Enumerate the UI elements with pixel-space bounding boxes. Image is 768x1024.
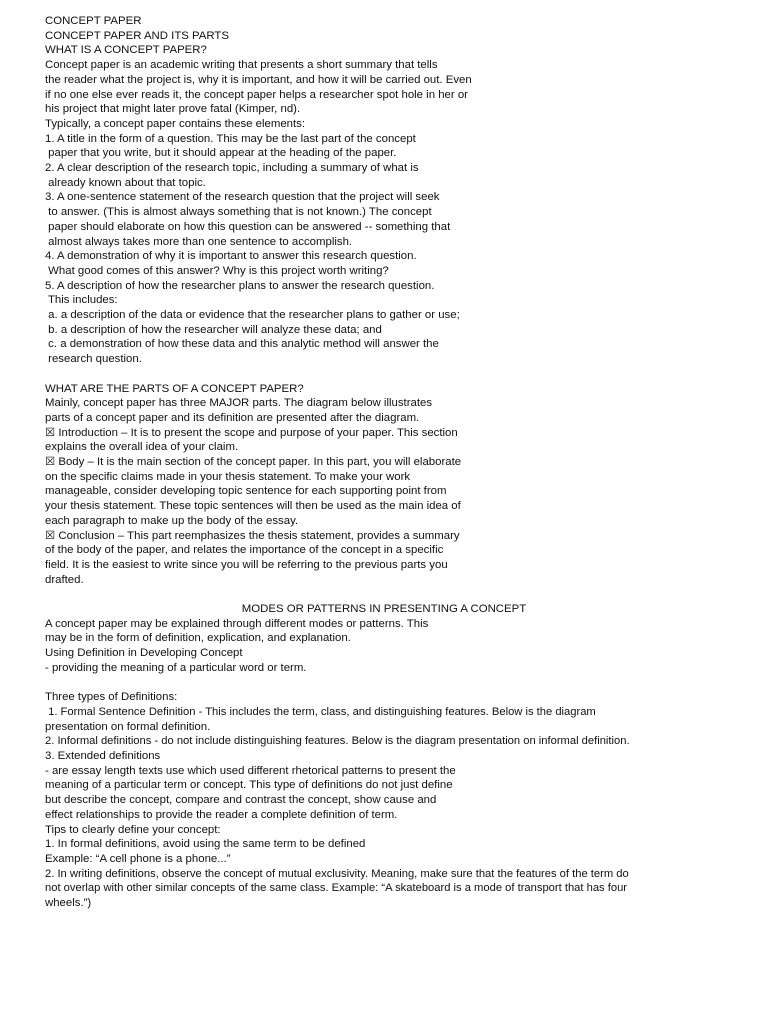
text-line: effect relationships to provide the reader a complete definition of term. <box>45 808 398 821</box>
text-line: ☒ Conclusion – This part reemphasizes the thesis statement, provides a summary <box>45 529 460 542</box>
text-line: b. a description of how the researcher will analyze these data; and <box>45 323 382 336</box>
text-line: CONCEPT PAPER AND ITS PARTS <box>45 29 229 42</box>
text-line: - are essay length texts use which used different rhetorical patterns to present the <box>45 764 456 777</box>
text-line: WHAT ARE THE PARTS OF A CONCEPT PAPER? <box>45 382 304 395</box>
text-line: meaning of a particular term or concept. This type of definitions do not just define <box>45 779 453 792</box>
text-line: Concept paper is an academic writing that presents a short summary that tells <box>45 59 438 72</box>
text-line: 4. A demonstration of why it is important to answer this research question. <box>45 250 417 263</box>
text-line: the reader what the project is, why it is important, and how it will be carried out. Even <box>45 73 472 86</box>
text-line: research question. <box>45 353 142 366</box>
text-line: Tips to clearly define your concept: <box>45 823 221 836</box>
text-line: explains the overall idea of your claim. <box>45 441 239 454</box>
text-line: parts of a concept paper and its definition are presented after the diagram. <box>45 411 420 424</box>
text-line: 2. In writing definitions, observe the concept of mutual exclusivity. Meaning, make sure that the features of the term do <box>45 867 629 880</box>
text-line: 1. In formal definitions, avoid using the same term to be defined <box>45 838 366 851</box>
text-line: to answer. (This is almost always something that is not known.) The concept <box>45 206 432 219</box>
text-line: if no one else ever reads it, the concept paper helps a researcher spot hole in her or <box>45 88 468 101</box>
text-line: Mainly, concept paper has three MAJOR parts. The diagram below illustrates <box>45 397 433 410</box>
text-line: Three types of Definitions: <box>45 691 178 704</box>
text-line: a. a description of the data or evidence that the researcher plans to gather or use; <box>45 309 460 321</box>
text-line: WHAT IS A CONCEPT PAPER? <box>45 44 207 57</box>
text-line: 2. Informal definitions - do not include distinguishing features. Below is the diagram presentation on informal definition. <box>45 735 630 748</box>
text-line: ☒ Introduction – It is to present the scope and purpose of your paper. This section <box>45 426 458 439</box>
text-line: paper should elaborate on how this question can be answered -- something that <box>45 220 451 233</box>
text-line: on the specific claims made in your thesis statement. To make your work <box>45 470 411 483</box>
text-line: 3. A one-sentence statement of the research question that the project will seek <box>45 191 440 204</box>
text-line: 5. A description of how the researcher plans to answer the research question. <box>45 279 435 292</box>
text-line: not overlap with other similar concepts of the same class. Example: “A skateboard is a mode of transport that has four <box>45 882 628 895</box>
text-line: CONCEPT PAPER <box>45 15 142 27</box>
text-line: This includes: <box>45 294 118 307</box>
text-line: What good comes of this answer? Why is this project worth writing? <box>45 264 389 277</box>
text-line: presentation on formal definition. <box>45 720 211 733</box>
text-line: Example: “A cell phone is a phone...” <box>45 852 231 865</box>
text-line: manageable, consider developing topic sentence for each supporting point from <box>45 485 447 498</box>
text-line: 1. Formal Sentence Definition - This includes the term, class, and distinguishing features. Below is the diagram <box>45 705 596 718</box>
text-line: wheels.”) <box>45 897 92 909</box>
text-line: paper that you write, but it should appear at the heading of the paper. <box>45 147 397 160</box>
text-line: drafted. <box>45 573 84 586</box>
text-line: A concept paper may be explained through different modes or patterns. This <box>45 617 429 630</box>
text-line: ☒ Body – It is the main section of the concept paper. In this part, you will elaborate <box>45 456 462 468</box>
text-line: c. a demonstration of how these data and this analytic method will answer the <box>45 338 439 351</box>
text-line: his project that might later prove fatal (Kimper, nd). <box>45 103 301 116</box>
text-line: - providing the meaning of a particular word or term. <box>45 661 307 674</box>
text-line: almost always takes more than one sentence to accomplish. <box>45 235 353 248</box>
text-line: Using Definition in Developing Concept <box>45 647 243 660</box>
text-line: MODES OR PATTERNS IN PRESENTING A CONCEPT <box>241 603 527 615</box>
text-line: but describe the concept, compare and contrast the concept, show cause and <box>45 794 437 807</box>
text-line: each paragraph to make up the body of the essay. <box>45 514 299 527</box>
text-line: 2. A clear description of the research topic, including a summary of what is <box>45 162 419 174</box>
text-line: your thesis statement. These topic sentences will then be used as the main idea of <box>45 500 461 513</box>
text-line: Typically, a concept paper contains these elements: <box>45 117 306 130</box>
text-line: may be in the form of definition, explication, and explanation. <box>45 632 351 645</box>
text-line: 1. A title in the form of a question. This may be the last part of the concept <box>45 132 416 145</box>
text-line: 3. Extended definitions <box>45 750 161 762</box>
text-line: of the body of the paper, and relates the importance of the concept in a specific <box>45 544 444 557</box>
text-line: already known about that topic. <box>45 176 206 189</box>
text-line: field. It is the easiest to write since you will be referring to the previous parts you <box>45 558 448 571</box>
